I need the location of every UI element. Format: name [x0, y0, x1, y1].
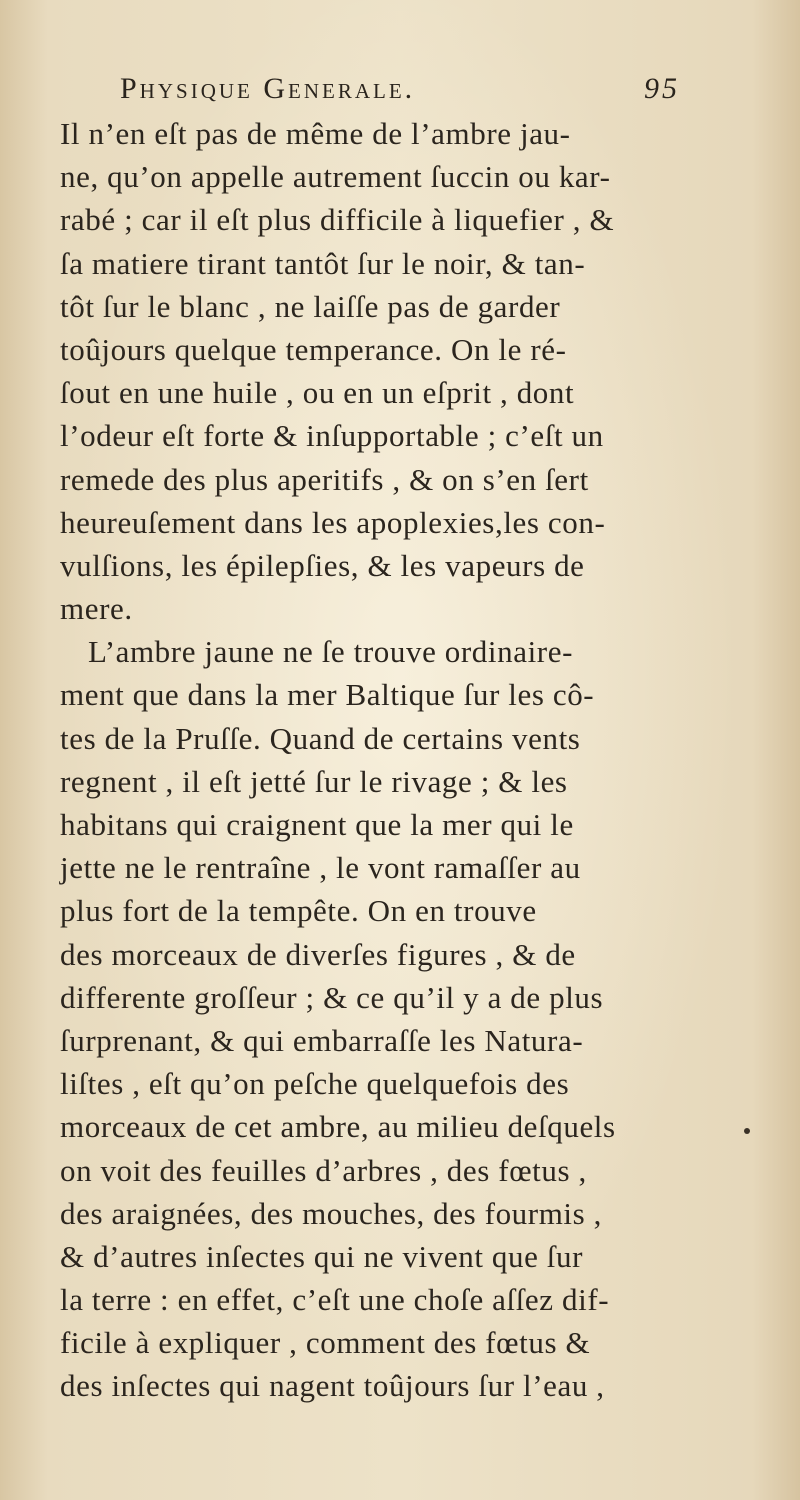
- text-line: on voit des feuilles d’arbres , des fœtus ,: [60, 1152, 587, 1188]
- text-line: remede des plus aperitifs , & on s’en ſert: [60, 461, 589, 497]
- text-line: ſurprenant, & qui embarraſſe les Natura-: [60, 1022, 584, 1058]
- running-title: Physique Generale.: [120, 72, 416, 105]
- text-line: tôt ſur le blanc , ne laiſſe pas de garder: [60, 288, 561, 324]
- text-line: tes de la Pruſſe. Quand de certains vents: [60, 720, 581, 756]
- text-line: habitans qui craignent que la mer qui le: [60, 807, 574, 842]
- body-text: [60, 112, 700, 1408]
- text-line: vulſions, les épilepſies, & les vapeurs de: [60, 547, 585, 583]
- text-line: des morceaux de diverſes figures , & de: [60, 936, 576, 972]
- text-line: l’odeur eſt forte & inſupportable ; c’eſt un: [60, 418, 604, 454]
- running-head: [120, 72, 680, 116]
- page-number: 95: [644, 72, 680, 105]
- text-line: des inſectes qui nagent toûjours ſur l’eau ,: [60, 1368, 605, 1404]
- text-line: des araignées, des mouches, des fourmis ,: [60, 1195, 602, 1231]
- text-line: rabé ; car il eſt plus difficile à liquefier , &: [60, 202, 615, 238]
- text-line: ne, qu’on appelle autrement ſuccin ou kar-: [60, 159, 611, 195]
- text-line: toûjours quelque temperance. On le ré-: [60, 331, 567, 367]
- text-line: liſtes , eſt qu’on peſche quelquefois des: [60, 1066, 570, 1102]
- text-line: heureuſement dans les apoplexies,les con-: [60, 504, 606, 540]
- text-line: differente groſſeur ; & ce qu’il y a de plus: [60, 979, 604, 1015]
- text-line: ſout en une huile , ou en un eſprit , dont: [60, 375, 575, 411]
- text-line: regnent , il eſt jetté ſur le rivage ; & les: [60, 763, 568, 799]
- text-line: Il n’en eſt pas de même de l’ambre jau-: [60, 116, 571, 151]
- ink-speck: [744, 1128, 750, 1134]
- text-line: ment que dans la mer Baltique ſur les cô-: [60, 677, 595, 713]
- text-line: morceaux de cet ambre, au milieu deſquels: [60, 1109, 616, 1145]
- text-line: & d’autres inſectes qui ne vivent que ſur: [60, 1238, 584, 1274]
- text-line: la terre : en effet, c’eſt une choſe aſſez dif-: [60, 1282, 610, 1318]
- text-line: L’ambre jaune ne ſe trouve ordinaire-: [88, 634, 573, 670]
- text-line: ficile à expliquer , comment des fœtus &: [60, 1325, 591, 1361]
- text-line: mere.: [60, 591, 133, 627]
- text-line: ſa matiere tirant tantôt ſur le noir, & tan-: [60, 245, 586, 281]
- text-line: plus fort de la tempête. On en trouve: [60, 893, 537, 929]
- text-line: jette ne le rentraîne , le vont ramaſſer au: [60, 850, 581, 886]
